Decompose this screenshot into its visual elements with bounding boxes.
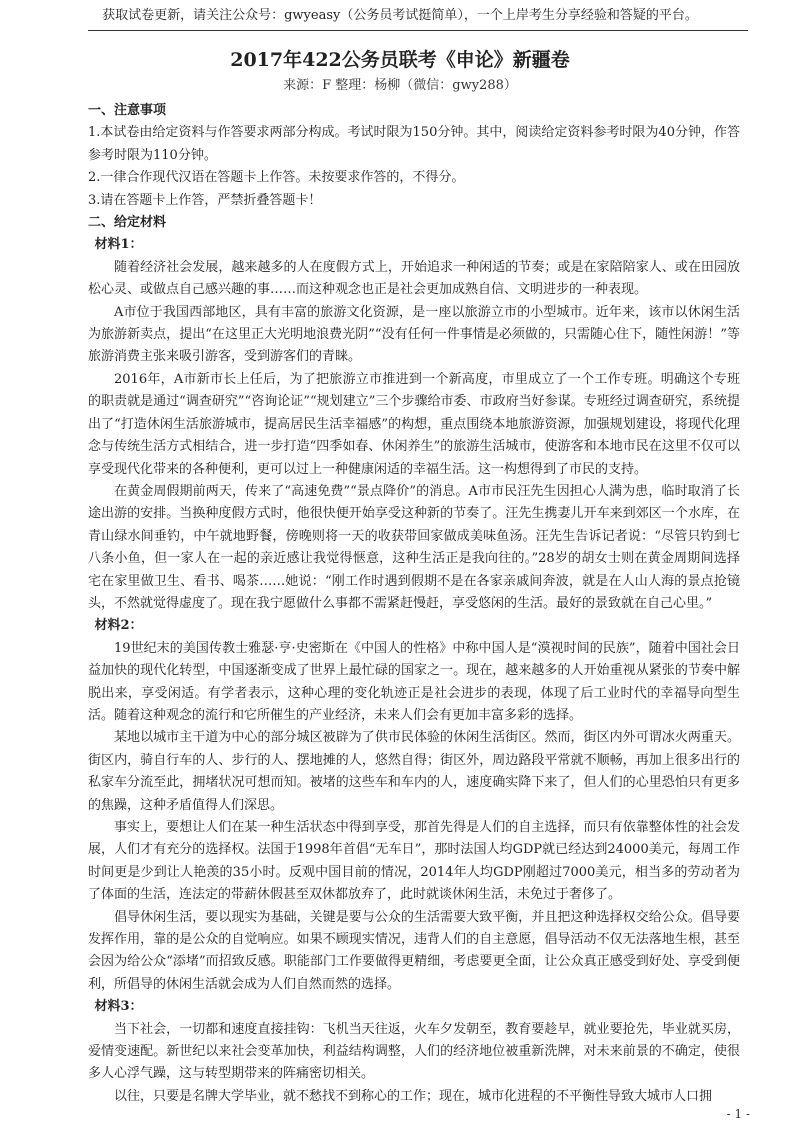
material-1-paragraph: 在黄金周假期前两天，传来了“高速免费”“景点降价”的消息。A市市民汪先生因担心人满为患，临时取消了长途出游的安排。当换种度假方式时，他很快便开始享受这种新的节奏了。汪先生携妻儿开车来到郊区一个水库，在青山绿水间垂钓，中午就地野餐，傍晚则将一天的收获带回家做成美味鱼汤。汪先生告诉记者说：“尽管只钓到七八条小鱼，但一家人在一起的亲近感让我觉得惬意，这种生活正是我向往的。”28岁的胡女士则在黄金周期间选择宅在家里做卫生、看书、喝茶……她说：“刚工作时遇到假期不是在各家亲戚间奔波，就是在人山人海的景点抢镜头，不然就觉得虚度了。现在我宁愿做什么事都不需紧赶慢赶，享受悠闲的生活。最好的景致就在自己心里。” xyxy=(88,483,740,611)
material-1-label: 材料1： xyxy=(94,237,143,253)
material-3-paragraph: 以往，只要是名牌大学毕业，就不愁找不到称心的工作；现在，城市化进程的不平衡性导致大城市人口拥 xyxy=(114,1088,713,1104)
document-source: 来源：F 整理：杨柳（微信：gwy288） xyxy=(283,78,517,93)
document-title: 2017年422公务员联考《申论》新疆卷 xyxy=(230,49,570,71)
header-divider xyxy=(88,30,748,31)
section-heading-materials: 二、给定材料 xyxy=(88,215,167,231)
material-2-label: 材料2： xyxy=(94,618,143,634)
material-3-paragraph: 当下社会，一切都和速度直接挂钩：飞机当天往返，火车夕发朝至，教育要趁早，就业要抢先，毕业就买房，爱情变速配。新世纪以来社会变革加快，利益结构调整，人们的经济地位被重新洗牌，对未来前景的不确定，使很多人心浮气躁，这与转型期带来的阵痛密切相关。 xyxy=(88,1021,740,1082)
document-body xyxy=(88,100,740,1108)
section-heading-notice: 一、注意事项 xyxy=(88,103,167,118)
material-2-paragraph: 19世纪末的美国传教士雅瑟·亨·史密斯在《中国人的性格》中称中国人是“漠视时间的民族”，随着中国社会日益加快的现代化转型，中国逐渐变成了世界上最忙碌的国家之一。现在，越来越多的人开始重视从紧张的节奏中解脱出来，享受闲适。有学者表示，这种心理的变化轨迹正是社会进步的表现，体现了后工业时代的幸福导向型生活。随着这种观念的流行和它所催生的产业经济，未来人们会有更加丰富多彩的选择。 xyxy=(88,640,740,723)
material-2-paragraph: 倡导休闲生活，要以现实为基础，关键是要与公众的生活需要大致平衡，并且把这种选择权交给公众。倡导要发挥作用，靠的是公众的自觉响应。如果不顾现实情况，违背人们的自主意愿，倡导活动不仅无法落地生根，甚至会因为给公众“添堵”而招致反感。职能部门工作要做得更精细，考虑要更全面，让公众真正感受到好处、享受到便利，所倡导的休闲生活就会成为人们自然而然的选择。 xyxy=(88,909,740,992)
top-banner: 获取试卷更新，请关注公众号：gwyeasy（公务员考试挺简单），一个上岸考生分享经验和答疑的平台。 xyxy=(102,8,698,23)
material-1-paragraph: 2016年，A市新市长上任后，为了把旅游立市推进到一个新高度，市里成立了一个工作专班。明确这个专班的职责就是通过“调查研究”“咨询论证”“规划建立”三个步骤给市委、市政府当好参谋。专班经过调查研究，系统提出了“打造休闲生活旅游城市，提高居民生活幸福感”的构想，重点围绕本地旅游资源，加强规划建设，将现代化理念与传统生活方式相结合，进一步打造“四季如春、休闲养生”的旅游生活城市，使游客和本地市民在这里不仅可以享受现代化带来的各种便利，更可以过上一种健康闲适的幸福生活。这一构想得到了市民的支持。 xyxy=(88,371,740,477)
material-3-label: 材料3： xyxy=(94,999,143,1015)
material-1-paragraph: A市位于我国西部地区，具有丰富的旅游文化资源，是一座以旅游立市的小型城市。近年来，该市以休闲生活为旅游新卖点，提出“在这里正大光明地浪费光阴”“没有任何一件事情是必须做的，只需随心住下，随性闲游！”等旅游消费主张来吸引游客，受到游客们的青睐。 xyxy=(88,304,740,365)
notice-item: 2.一律合作现代汉语在答题卡上作答。未按要求作答的，不得分。 xyxy=(88,170,465,186)
material-2-paragraph: 事实上，要想让人们在某一种生活状态中得到享受，那首先得是人们的自主选择，而只有依靠整体性的社会发展，人们才有充分的选择权。法国于1998年首倡“无车日”，那时法国人均GDP就已经达到24000美元，每周工作时间更是少到让人艳羡的35小时。反观中国目前的情况，2014年人均GDP刚超过7000美元，相当多的劳动者为了体面的生活，连法定的带薪休假甚至双休都放弃了，此时就谈休闲生活，未免过于奢侈了。 xyxy=(88,820,740,903)
notice-item: 1.本试卷由给定资料与作答要求两部分构成。考试时限为150分钟。其中，阅读给定资料参考时限为40分钟，作答参考时限为110分钟。 xyxy=(88,125,740,163)
page-number: - 1 - xyxy=(726,1107,750,1121)
notice-item: 3.请在答题卡上作答，严禁折叠答题卡！ xyxy=(88,192,322,208)
material-2-paragraph: 某地以城市主干道为中心的部分城区被辟为了供市民体验的休闲生活街区。然而，街区内外可谓冰火两重天。街区内，骑自行车的人、步行的人、摆地摊的人，悠然自得；街区外，周边路段平常就不顺畅，再加上很多出行的私家车分流至此，拥堵状况可想而知。被堵的这些车和车内的人，速度确实降下来了，但人们的心里恐怕只有更多的焦躁，这种矛盾值得人们深思。 xyxy=(88,730,740,813)
material-1-paragraph: 随着经济社会发展，越来越多的人在度假方式上，开始追求一种闲适的节奏；或是在家陪陪家人、或在田园放松心灵、或做点自己感兴趣的事……而这种观念也正是社会更加成熟自信、文明进步的一种表现。 xyxy=(88,259,740,298)
